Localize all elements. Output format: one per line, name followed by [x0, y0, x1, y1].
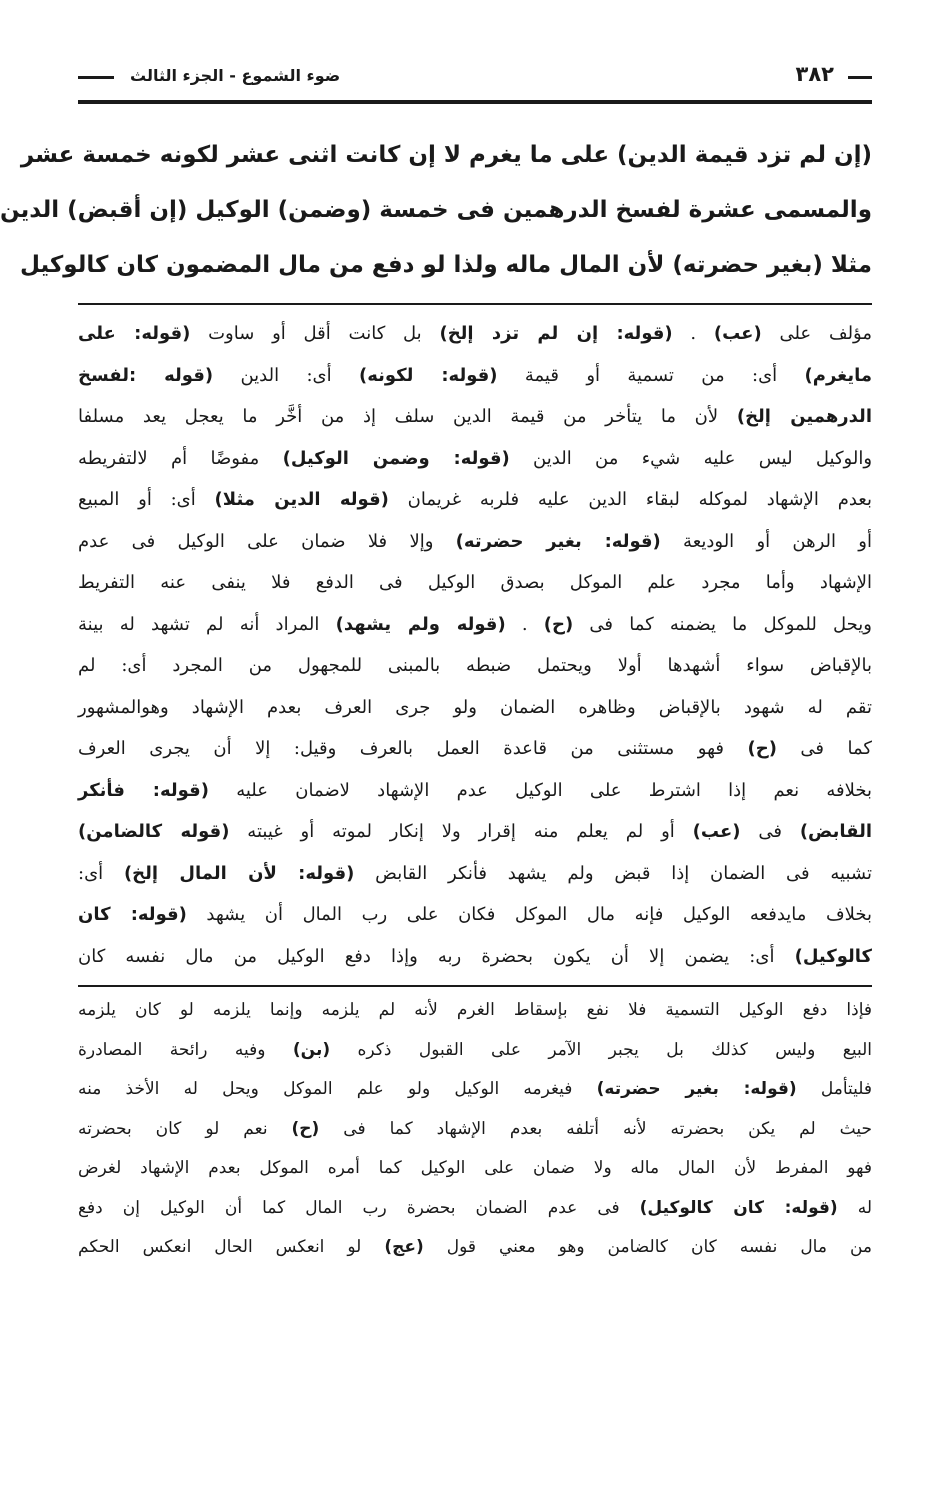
commentary-line — [78, 811, 872, 853]
text-run: البيع وليس كذلك بل يجبر الآمر على القبول ذكره — [330, 1039, 872, 1060]
commentary-line — [78, 936, 872, 978]
text-run: تشبيه فى الضمان إذا قبض ولم يشهد فأنكر القابض — [354, 862, 872, 884]
footnote — [78, 991, 872, 1268]
commentary-line — [78, 687, 872, 729]
text-run: بل كانت أقل أو ساوت — [190, 323, 440, 344]
text-run: أى: يضمن إلا أن يكون بحضرة ربه وإذا دفع الوكيل من مال نفسه كان — [78, 945, 795, 967]
text-run: وإلا فلا ضمان على الوكيل فى عدم — [78, 530, 456, 552]
text-run: مفوضًا أم لالتفريطه — [78, 447, 283, 469]
commentary-line — [78, 313, 872, 355]
text-run: والوكيل ليس عليه شيء من الدين — [509, 447, 873, 469]
text-run: أى: أو المبيع — [78, 489, 215, 510]
text-run: فهو المفرط لأن المال ماله ولا ضمان على الوكيل كما أمره الموكل بعدم الإشهاد لغرض — [78, 1158, 872, 1178]
commentary-line — [78, 438, 872, 480]
page-number: ٣٨٢ — [788, 62, 842, 86]
citation-term: (قوله الدين مثلا) — [214, 489, 389, 510]
citation-term: (قوله: إن لم تزد إلخ) — [439, 323, 673, 344]
text-run: . — [672, 323, 714, 344]
footnote-line — [78, 1149, 872, 1189]
header-dash-right — [848, 76, 872, 79]
text-run: وفيه رائحة المصادرة — [78, 1039, 293, 1060]
citation-term: (قوله: بغير حضرته) — [596, 1079, 797, 1099]
book-page — [0, 60, 873, 1268]
commentary-line — [78, 645, 872, 687]
citation-term: (ح) — [747, 738, 777, 759]
text-run: أى: من تسمية أو قيمة — [497, 364, 805, 386]
text-run: فهو مستثنى من قاعدة العمل بالعرف وقيل: إلا أن يجرى العرف — [78, 738, 748, 759]
citation-term: كالوكيل) — [794, 945, 872, 967]
text-run: نعم لو كان بحضرته — [78, 1118, 292, 1139]
commentary-line — [78, 853, 872, 895]
text-run: فيغرمه الوكيل ولو علم الموكل ويحل له الأخذ منه — [78, 1079, 597, 1099]
citation-term: (عب) — [713, 323, 762, 344]
commentary-line — [78, 355, 872, 397]
citation-term: (قوله: على — [78, 323, 191, 344]
citation-term: (قوله :لفسخ — [78, 364, 214, 386]
text-run: بخلاف مايدفعه الوكيل فإنه مال الموكل فكان على رب المال أن يشهد — [186, 904, 873, 925]
text-run: بخلافه نعم إذا اشترط على الوكيل عدم الإشهاد لاضمان عليه — [208, 779, 872, 801]
text-run: فى عدم الضمان بحضرة رب المال كما أن الوكيل إن دفع — [78, 1197, 640, 1218]
footnote-line — [78, 1228, 872, 1268]
footnote-line — [78, 1070, 872, 1110]
main-text-line: (إن لم تزد قيمة الدين) على ما يغرم لا إن كانت اثنى عشر لكونه خمسة عشر — [20, 142, 872, 168]
text-run: ويحل للموكل ما يضمنه كما فى — [573, 613, 872, 635]
citation-term: (قوله كالضامن) — [78, 821, 230, 842]
footnote-line — [78, 1189, 872, 1229]
commentary — [78, 313, 872, 977]
commentary-line — [78, 521, 872, 563]
text-run: الإشهاد وأما مجرد علم الموكل بصدق الوكيل فى الدفع فلا ينفى عنه التفريط — [78, 572, 872, 593]
citation-term: (ح) — [291, 1118, 320, 1139]
text-run: . — [505, 613, 544, 635]
commentary-line — [78, 396, 872, 438]
main-text-divider — [78, 303, 872, 305]
citation-term: (قوله: وضمن الوكيل) — [282, 447, 510, 469]
citation-term: (قوله: لأن المال إلخ) — [123, 862, 355, 884]
commentary-line — [78, 894, 872, 936]
text-run: المراد أنه لم تشهد له بينة — [78, 613, 336, 635]
text-run: مؤلف على — [761, 323, 872, 344]
citation-term: (بن) — [292, 1039, 331, 1060]
main-text-line: مثلا (بغير حضرته) لأن المال ماله ولذا لو دفع من مال المضمون كان كالوكيل — [20, 252, 872, 278]
citation-term: القابض) — [799, 821, 872, 842]
citation-term: الدرهمين إلخ) — [736, 406, 872, 427]
citation-term: (عب) — [692, 821, 741, 842]
text-run: فليتأمل — [796, 1079, 873, 1099]
commentary-line — [78, 479, 872, 521]
text-run: فإذا دفع الوكيل التسمية فلا نفع بإسقاط الغرم لأنه لم يلزمه وإنما يلزمه لو كان يلزمه — [78, 1000, 872, 1020]
text-run: حيث لم يكن بحضرته لأنه أتلفه بعدم الإشهاد كما فى — [319, 1118, 872, 1139]
text-run: من مال نفسه كان كالضامن وهو معني قول — [423, 1237, 873, 1257]
text-run: أى: — [78, 862, 124, 884]
text-run: له — [837, 1197, 872, 1218]
text-run: لأن ما يتأخر من قيمة الدين سلف إذ من أخَّر ما يعجل يعد مسلفا — [78, 406, 737, 427]
text-run: تقم له شهود بالإقباض وظاهره الضمان ولو جرى العرف بعدم الإشهاد وهوالمشهور — [78, 696, 873, 718]
commentary-line — [78, 604, 872, 646]
text-run: بعدم الإشهاد لموكله لبقاء الدين عليه فلربه غريمان — [388, 489, 872, 510]
commentary-line — [78, 562, 872, 604]
main-text — [0, 128, 872, 293]
footnote-line — [78, 1110, 872, 1150]
citation-term: (قوله: كان — [78, 904, 187, 925]
citation-term: (قوله: فأنكر — [78, 779, 209, 801]
header-dash-left — [78, 76, 114, 79]
citation-term: (عج) — [384, 1237, 424, 1257]
citation-term: (قوله: لكونه) — [359, 364, 498, 386]
book-title: ضوء الشموع - الجزء الثالث — [122, 66, 348, 85]
footnote-line — [78, 1031, 872, 1071]
citation-term: مايغرم) — [804, 364, 872, 386]
citation-term: (ح) — [543, 613, 574, 635]
citation-term: (قوله ولم يشهد) — [335, 613, 506, 635]
text-run: أو لم يعلم منه إقرار ولا إنكار لموته أو غيبته — [229, 821, 693, 842]
text-run: كما فى — [776, 738, 872, 759]
text-run: لو انعكس الحال انعكس الحكم — [78, 1237, 385, 1257]
commentary-line — [78, 728, 872, 770]
citation-term: (قوله: كان كالوكيل) — [639, 1197, 838, 1218]
footnote-line — [78, 991, 872, 1031]
commentary-line — [78, 770, 872, 812]
text-run: بالإقباض سواء أشهدها أولا ويحتمل ضبطه بالمبنى للمجهول من المجرد أى: لم — [78, 655, 872, 676]
citation-term: (قوله: بغير حضرته) — [455, 530, 661, 552]
text-run: فى — [740, 821, 800, 842]
running-header — [78, 60, 872, 104]
footnote-divider — [78, 985, 872, 987]
main-text-line: والمسمى عشرة لفسخ الدرهمين فى خمسة (وضمن) الوكيل (إن أقبض) الدين — [0, 197, 872, 223]
text-run: أو الرهن أو الوديعة — [660, 530, 873, 552]
text-run: أى: الدين — [213, 364, 359, 386]
